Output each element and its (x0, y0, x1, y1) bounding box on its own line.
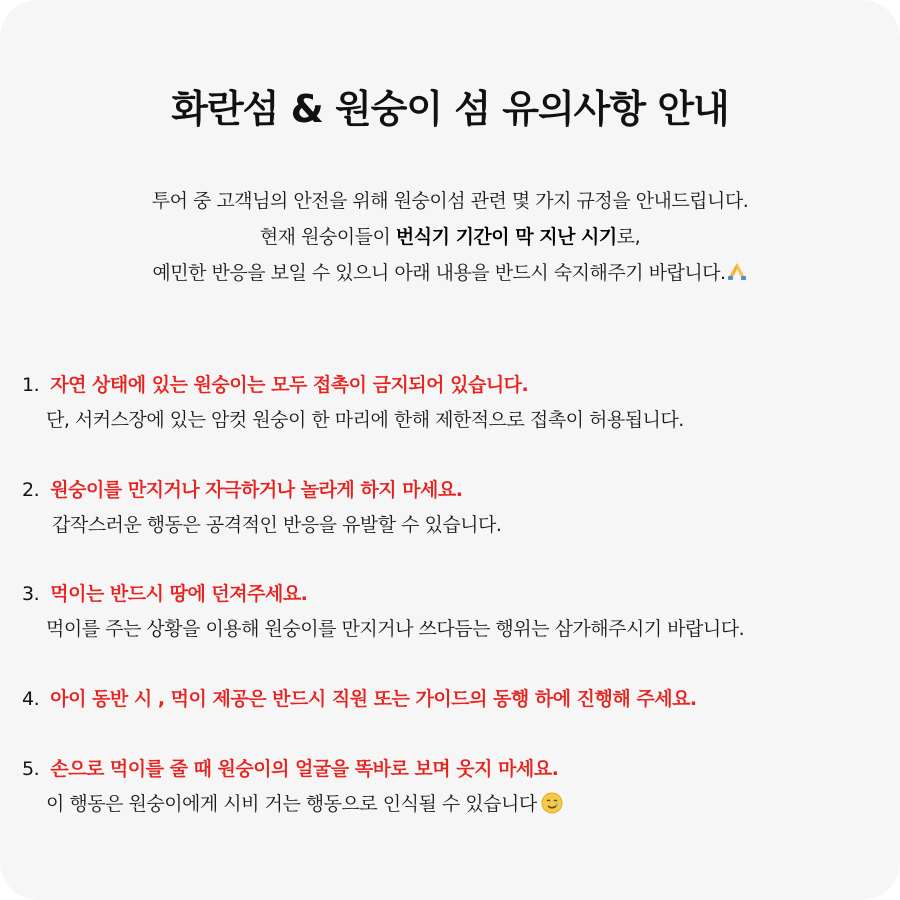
intro-line-2-bold: 번식기 기간이 막 지난 시기 (395, 226, 617, 248)
rule-3-number: 3. (22, 583, 40, 605)
rule-4-title: 아이 동반 시 , 먹이 제공은 반드시 직원 또는 가이드의 동행 하에 진행해 주세요. (50, 688, 697, 710)
rule-5-detail-text: 이 행동은 원숭이에게 시비 거는 행동으로 인식될 수 있습니다 (46, 793, 537, 815)
rule-4-heading (22, 684, 697, 711)
rule-1-detail: 단, 서커스장에 있는 암컷 원숭이 한 마리에 한해 제한적으로 접촉이 허용됩니다. (46, 409, 684, 431)
rule-3-detail: 먹이를 주는 상황을 이용해 원숭이를 만지거나 쓰다듬는 행위는 삼가해주시기 바랍니다. (46, 618, 745, 640)
smiling-face-with-tear-icon (541, 792, 563, 819)
rule-5-detail (46, 789, 563, 819)
rule-4-number: 4. (22, 688, 40, 710)
rule-3-title: 먹이는 반드시 땅에 던져주세요. (50, 583, 308, 605)
intro-line-3-text: 예민한 반응을 보일 수 있으니 아래 내용을 반드시 숙지해주기 바랍니다. (152, 262, 726, 284)
rule-2-title: 원숭이를 만지거나 자극하거나 놀라게 하지 마세요. (50, 479, 463, 501)
rule-1-number: 1. (22, 374, 40, 396)
rule-3-heading (22, 579, 307, 606)
intro-line-1: 투어 중 고객님의 안전을 위해 원숭이섬 관련 몇 가지 규정을 안내드립니다. (151, 190, 749, 212)
rule-2-number: 2. (22, 479, 40, 501)
page-title: 화란섬 & 원숭이 섬 유의사항 안내 (171, 87, 729, 131)
intro-line-3 (0, 258, 900, 287)
intro-line-2 (0, 222, 900, 249)
folded-hands-icon (726, 260, 748, 287)
intro-line-2-pre: 현재 원숭이들이 (259, 226, 396, 248)
rule-1-title: 자연 상태에 있는 원숭이는 모두 접촉이 금지되어 있습니다. (50, 374, 529, 396)
intro-line-2-post: 로, (616, 226, 641, 248)
rule-5-title: 손으로 먹이를 줄 때 원숭이의 얼굴을 똑바로 보며 웃지 마세요. (50, 758, 559, 780)
rule-2-detail: 갑작스러운 행동은 공격적인 반응을 유발할 수 있습니다. (52, 514, 502, 536)
rule-5-number: 5. (22, 758, 40, 780)
rule-2-heading (22, 475, 462, 502)
rule-5-heading (22, 754, 558, 781)
rule-1-heading (22, 370, 528, 397)
